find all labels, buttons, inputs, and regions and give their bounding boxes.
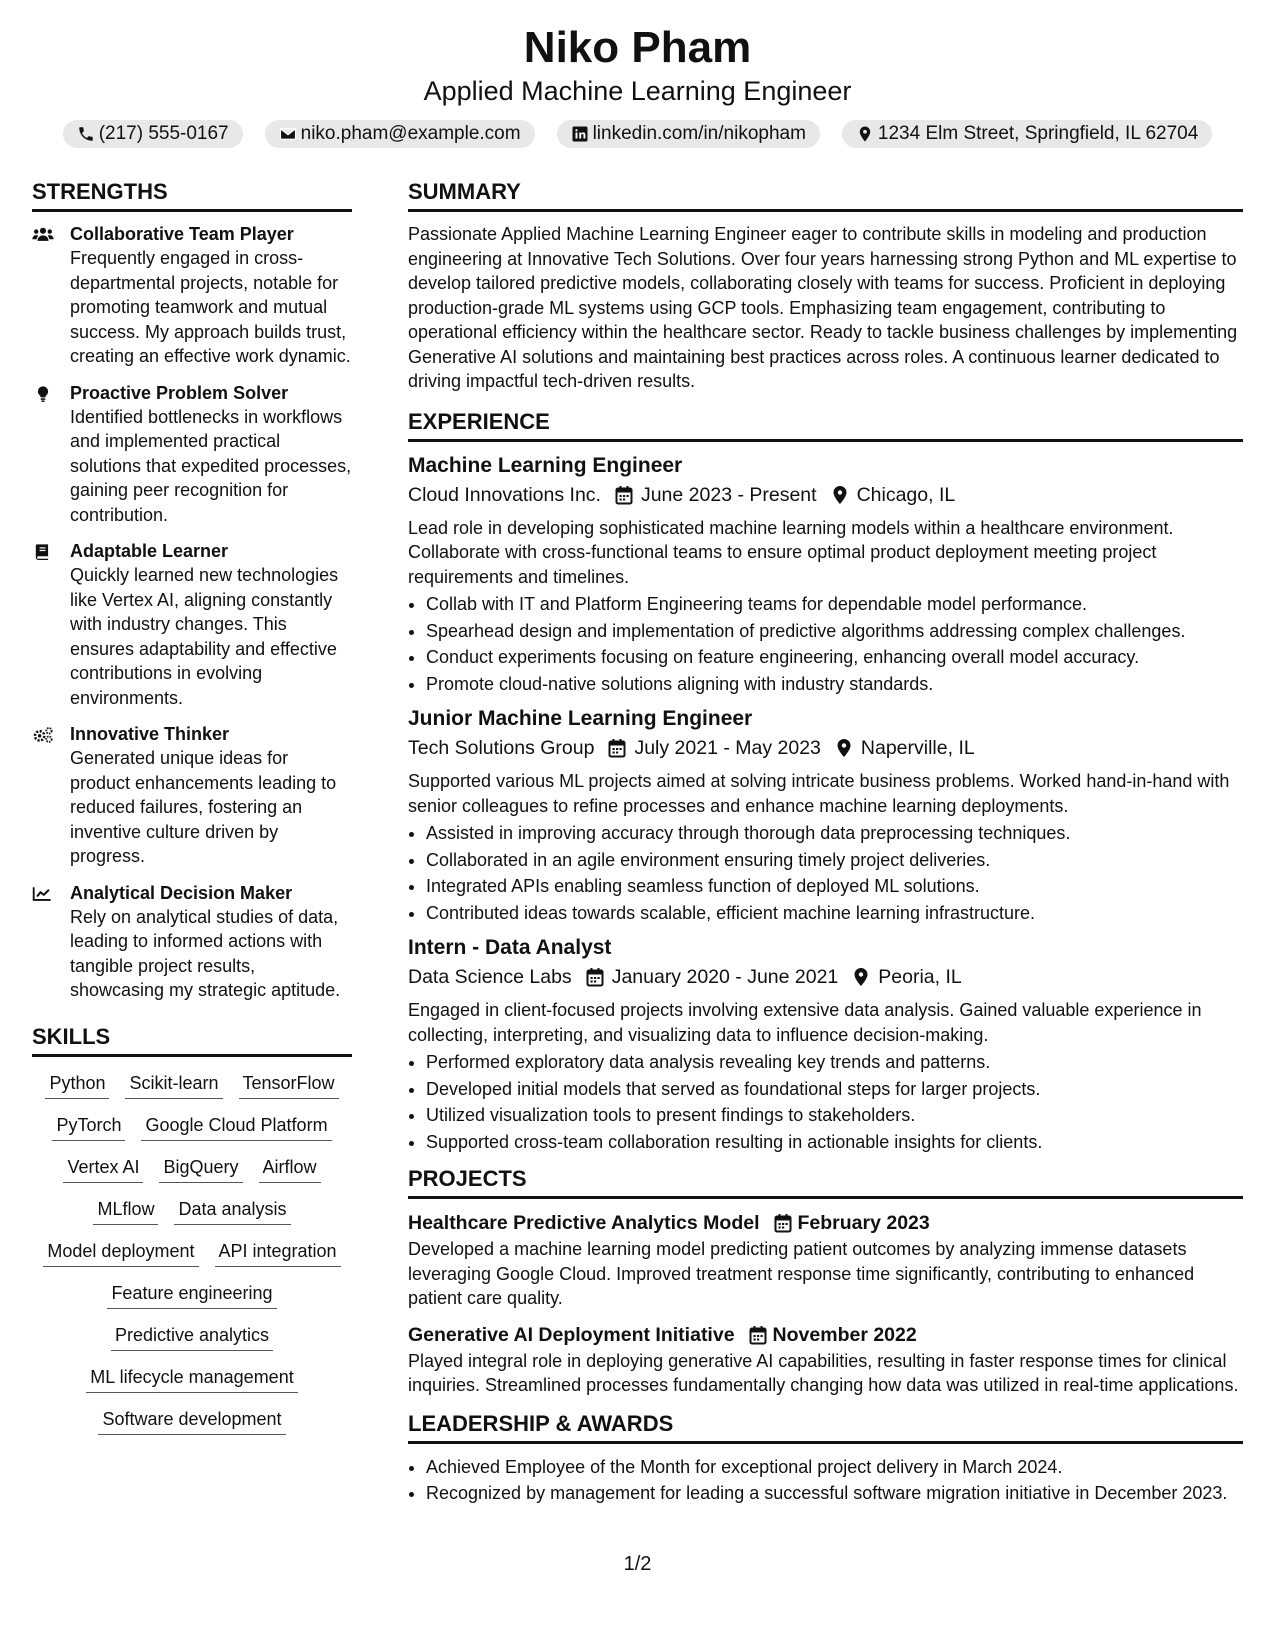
skill-tag: TensorFlow xyxy=(239,1071,339,1099)
list-item: • Spearhead design and implementation of predictive algorithms addressing complex challenges. xyxy=(426,618,1243,645)
job-entry xyxy=(408,452,1243,698)
lightbulb-icon xyxy=(32,384,54,404)
skill-tag: PyTorch xyxy=(52,1113,125,1141)
contact-address-text: 1234 Elm Street, Springfield, IL 62704 xyxy=(877,123,1199,144)
phone-icon xyxy=(77,125,95,143)
skill-tag: ML lifecycle management xyxy=(86,1365,297,1393)
project-date: February 2023 xyxy=(797,1212,930,1234)
strength-title: Adaptable Learner xyxy=(70,541,229,561)
project-description: Played integral role in deploying generative AI capabilities, resulting in faster response times for clinical inquiries. Streamlined processes fundamentally changing how data was utilized in real-time applications. xyxy=(408,1350,1239,1395)
strength-desc: Identified bottlenecks in workflows and implemented practical solutions that expedited processes, gaining peer recognition for contribution. xyxy=(70,406,352,525)
contact-linkedin-text: linkedin.com/in/nikopham xyxy=(592,123,806,144)
list-item: • Utilized visualization tools to present findings to stakeholders. xyxy=(426,1102,1243,1129)
skill-tag: Data analysis xyxy=(174,1197,290,1225)
skill-tag: Model deployment xyxy=(43,1239,198,1267)
skill-tag: Google Cloud Platform xyxy=(141,1113,331,1141)
skill-tag: BigQuery xyxy=(159,1155,242,1183)
candidate-name: Niko Pham xyxy=(523,23,752,72)
strength-desc: Frequently engaged in cross-departmental projects, notable for promoting teamwork and mutual success. My approach builds trust, creating an effective work dynamic. xyxy=(70,248,351,366)
job-description: Supported various ML projects aimed at solving intricate business problems. Worked hand-in-hand with senior colleagues to refine processes and enhance machine learning deployments. xyxy=(408,771,1230,816)
list-item: • Collaborated in an agile environment ensuring timely project deliveries. xyxy=(426,847,1243,874)
job-dates: July 2021 - May 2023 xyxy=(634,737,821,759)
job-description: Engaged in client-focused projects involving extensive data analysis. Gained valuable experience in collecting, interpreting, and visualizing data to influence decision-making. xyxy=(408,1000,1202,1045)
summary-heading: SUMMARY xyxy=(408,178,1243,212)
strength-item xyxy=(32,539,352,710)
project-title: Generative AI Deployment Initiative xyxy=(408,1323,735,1346)
skill-tag: Vertex AI xyxy=(63,1155,143,1183)
users-icon xyxy=(32,225,54,245)
list-item: • Contributed ideas towards scalable, efficient machine learning infrastructure. xyxy=(426,900,1243,927)
skill-tag: Airflow xyxy=(259,1155,321,1183)
job-bullets xyxy=(408,820,1243,926)
job-location: Peoria, IL xyxy=(878,966,962,988)
skill-tag: Python xyxy=(45,1071,109,1099)
strength-desc: Generated unique ideas for product enhancements leading to reduced failures, fostering an inventive culture driven by progress. xyxy=(70,748,337,866)
resume-header xyxy=(0,0,1275,148)
skill-tag: Scikit-learn xyxy=(125,1071,222,1099)
contact-linkedin[interactable] xyxy=(557,120,820,148)
job-dates: January 2020 - June 2021 xyxy=(611,966,839,988)
map-pin-icon xyxy=(856,125,874,143)
experience-heading: EXPERIENCE xyxy=(408,408,1243,442)
skills-heading: SKILLS xyxy=(32,1023,352,1057)
project-entry xyxy=(408,1321,1243,1398)
skill-tag: Predictive analytics xyxy=(111,1323,273,1351)
leadership-bullets xyxy=(408,1454,1243,1507)
skill-tag: Software development xyxy=(98,1407,285,1435)
strength-title: Proactive Problem Solver xyxy=(70,382,289,403)
calendar-icon xyxy=(749,1325,767,1345)
contact-address xyxy=(842,120,1212,148)
list-item: • Promote cloud-native solutions aligning with industry standards. xyxy=(426,671,1243,698)
strength-item xyxy=(32,381,352,528)
job-location: Chicago, IL xyxy=(856,483,956,506)
list-item: • Developed initial models that served as foundational steps for larger projects. xyxy=(426,1076,1243,1103)
candidate-title: Applied Machine Learning Engineer xyxy=(423,76,852,106)
job-bullets xyxy=(408,591,1243,697)
project-date: November 2022 xyxy=(772,1323,917,1346)
strengths-heading: STRENGTHS xyxy=(32,178,352,212)
chart-line-icon xyxy=(32,884,54,904)
calendar-icon xyxy=(608,738,626,758)
list-item: • Recognized by management for leading a successful software migration initiative in December 2023. xyxy=(426,1480,1243,1507)
project-entry xyxy=(408,1209,1243,1311)
contact-phone-text: (217) 555-0167 xyxy=(98,123,229,144)
leadership-heading: LEADERSHIP & AWARDS xyxy=(408,1410,1243,1444)
projects-heading: PROJECTS xyxy=(408,1165,1243,1199)
strength-desc: Rely on analytical studies of data, leading to informed actions with tangible project results, showcasing my strategic aptitude. xyxy=(70,906,341,1000)
list-item: • Supported cross-team collaboration resulting in actionable insights for clients. xyxy=(426,1129,1243,1156)
calendar-icon xyxy=(586,967,604,987)
job-company: Cloud Innovations Inc. xyxy=(408,483,601,506)
contact-bar xyxy=(0,120,1275,148)
job-title: Machine Learning Engineer xyxy=(408,453,683,477)
calendar-icon xyxy=(615,485,633,505)
contact-email-text: niko.pham@example.com xyxy=(300,123,521,144)
linkedin-icon xyxy=(571,125,589,143)
page-number: 1/2 xyxy=(623,1553,652,1575)
project-description: Developed a machine learning model predicting patient outcomes by analyzing immense datasets leveraging Google Cloud. Improved treatment response time significantly, contributing to enhanced patient care quality. xyxy=(408,1239,1195,1308)
strength-title: Analytical Decision Maker xyxy=(70,882,293,903)
skill-tag: API integration xyxy=(215,1239,341,1267)
job-dates: June 2023 - Present xyxy=(640,483,817,506)
map-pin-icon xyxy=(835,738,853,758)
list-item: • Collab with IT and Platform Engineering teams for dependable model performance. xyxy=(426,591,1243,618)
left-column xyxy=(32,178,352,1507)
job-title: Intern - Data Analyst xyxy=(408,936,612,959)
list-item: • Integrated APIs enabling seamless function of deployed ML solutions. xyxy=(426,873,1243,900)
contact-email[interactable] xyxy=(265,120,535,148)
contact-phone[interactable] xyxy=(63,120,243,148)
strength-item xyxy=(32,881,352,1003)
list-item: • Conduct experiments focusing on feature engineering, enhancing overall model accuracy. xyxy=(426,644,1243,671)
skills-list xyxy=(32,1067,352,1435)
strength-item xyxy=(32,222,352,369)
job-title: Junior Machine Learning Engineer xyxy=(408,707,753,730)
strength-title: Innovative Thinker xyxy=(70,724,230,744)
skill-tag: MLflow xyxy=(93,1197,158,1225)
envelope-icon xyxy=(279,125,297,143)
strength-desc: Quickly learned new technologies like Vertex AI, aligning constantly with industry changes. This ensures adaptability and effective contributions in evolving environments. xyxy=(70,565,339,708)
job-company: Tech Solutions Group xyxy=(408,737,595,759)
book-icon xyxy=(32,542,54,562)
project-title: Healthcare Predictive Analytics Model xyxy=(408,1212,760,1234)
job-entry xyxy=(408,934,1243,1155)
map-pin-icon xyxy=(852,967,870,987)
job-location: Naperville, IL xyxy=(860,737,975,759)
skill-tag: Feature engineering xyxy=(107,1281,276,1309)
job-description: Lead role in developing sophisticated machine learning models within a healthcare environment. Collaborate with cross-functional teams to ensure optimal product deployment meeting project requirements and timelines. xyxy=(408,517,1174,587)
calendar-icon xyxy=(774,1213,792,1233)
strength-title: Collaborative Team Player xyxy=(70,224,294,244)
strength-item xyxy=(32,722,352,869)
job-entry xyxy=(408,705,1243,926)
summary-text: Passionate Applied Machine Learning Engineer eager to contribute skills in modeling and production engineering at Innovative Tech Solutions. Over four years harnessing strong Python and ML expertise to develop tailored predictive models, collaborating closely with teams for success. Proficient in deploying production-grade ML systems using GCP tools. Emphasizing team engagement, contributing to operational efficiency within the healthcare sector. Ready to tackle business challenges by implementing Generative AI solutions and maintaining best practices across roles. A continuous learner dedicated to driving impactful tech-driven results. xyxy=(408,224,1238,391)
list-item: • Assisted in improving accuracy through thorough data preprocessing techniques. xyxy=(426,820,1243,847)
gears-icon xyxy=(32,725,54,745)
right-column xyxy=(408,178,1243,1507)
map-pin-icon xyxy=(831,485,849,505)
list-item: • Performed exploratory data analysis revealing key trends and patterns. xyxy=(426,1049,1243,1076)
list-item: • Achieved Employee of the Month for exceptional project delivery in March 2024. xyxy=(426,1454,1243,1481)
job-company: Data Science Labs xyxy=(408,966,572,988)
job-bullets xyxy=(408,1049,1243,1155)
